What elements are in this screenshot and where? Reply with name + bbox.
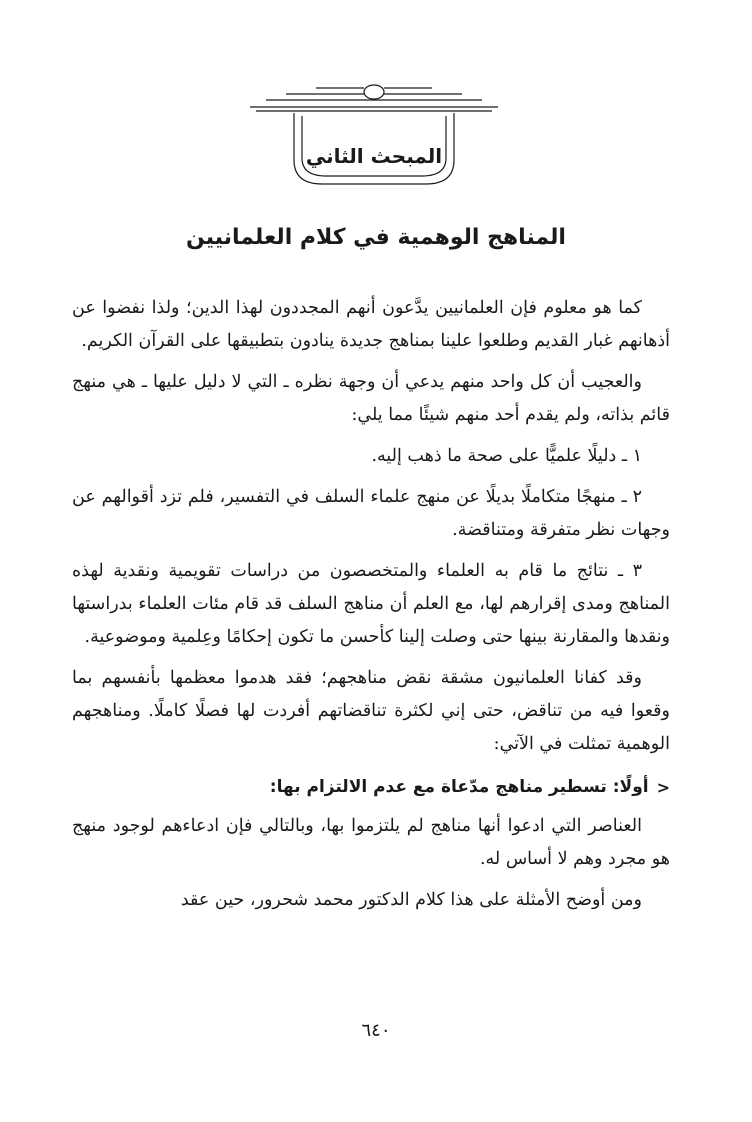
subheading-text: أولًا: تسطير مناهج مدّعاة مع عدم الالتزام بها: xyxy=(269,777,649,797)
paragraph: العناصر التي ادعوا أنها مناهج لم يلتزموا بها، وبالتالي فإن ادعاءهم لوجود منهج هو مجرد وهم لا أساس له. xyxy=(72,816,670,869)
body-text xyxy=(72,292,670,925)
subheading xyxy=(72,771,670,804)
chapter-title: المناهج الوهمية في كلام العلمانيين xyxy=(186,225,566,250)
paragraph: ومن أوضح الأمثلة على هذا كلام الدكتور محمد شحرور، حين عقد xyxy=(180,890,642,910)
list-item: ٣ ـ نتائج ما قام به العلماء والمتخصصون من دراسات تقويمية ونقدية لهذه المناهج ومدى إقرارهم لها، مع العلم أن مناهج السلف قد قام مئات العلماء بدراستها ونقدها والمقارنة بينها حتى وصلت إلينا كأحسن ما تكون إحكامًا وعِلمية وموضوعية. xyxy=(72,561,670,647)
bullet-arrow-icon: < xyxy=(656,778,670,797)
paragraph: وقد كفانا العلمانيون مشقة نقض مناهجهم؛ فقد هدموا معظمها بأنفسهم بما وقعوا فيه من تناقض، حتى إني لكثرة تناقضاتهم أفردت لها فصلًا كاملًا. ومناهجهم الوهمية تمثلت في الآتي: xyxy=(72,668,670,754)
page-number: ٦٤٠ xyxy=(361,1020,391,1041)
section-label: المبحث الثاني xyxy=(305,144,443,168)
paragraph: كما هو معلوم فإن العلمانيين يدَّعون أنهم المجددون لهذا الدين؛ ولذا نفضوا عن أذهانهم غبار القديم وطلعوا علينا بمناهج جديدة ينادون بتطبيقها على القرآن الكريم. xyxy=(72,298,670,351)
paragraph: والعجيب أن كل واحد منهم يدعي أن وجهة نظره ـ التي لا دليل عليها ـ هي منهج قائم بذاته، ولم يقدم أحد منهم شيئًا مما يلي: xyxy=(72,372,670,425)
list-item: ٢ ـ منهجًا متكاملًا بديلًا عن منهج علماء السلف في التفسير، فلم تزد أقوالهم عن وجهات نظر متفرقة ومتناقضة. xyxy=(72,487,670,540)
list-item: ١ ـ دليلًا علميًّا على صحة ما ذهب إليه. xyxy=(371,446,642,466)
